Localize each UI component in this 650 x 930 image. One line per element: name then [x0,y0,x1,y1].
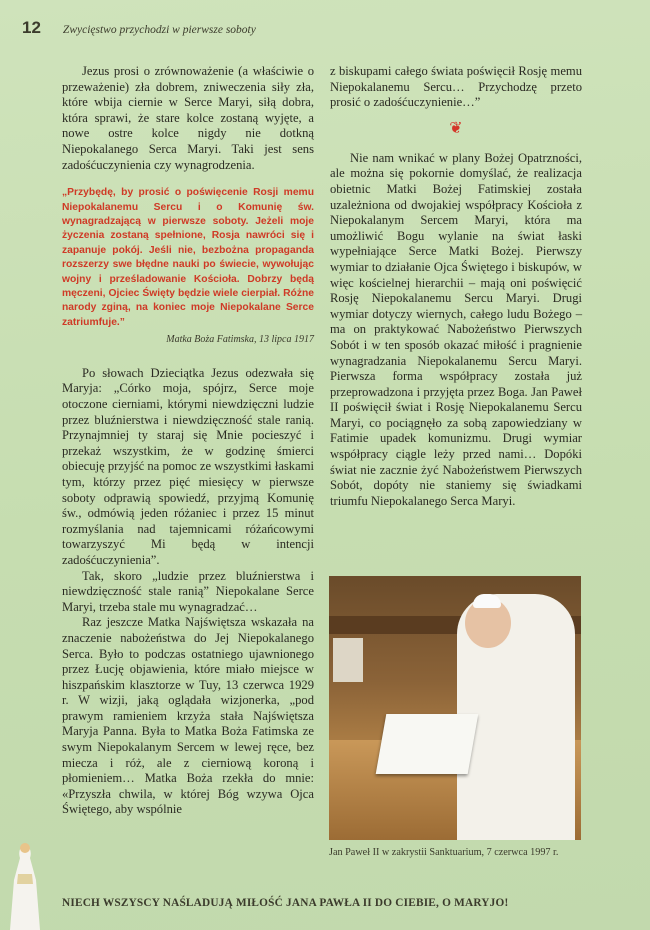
photo-caption: Jan Paweł II w zakrystii Sanktuarium, 7 czerwca 1997 r. [329,847,559,858]
quote-attribution: Matka Boża Fatimska, 13 lipca 1917 [166,334,314,346]
paragraph: Tak, skoro „ludzie przez bluźnierstwa i niewdzięczność stale ranią” Niepokalane Serce Maryi, trzeba stale mu wynagradzać… [62,568,314,614]
pope-signing-photo [329,576,581,840]
page-header [22,18,256,38]
fatima-quote: „Przybędę, by prosić o poświęcenie Rosji memu Niepokalanemu Sercu i o Komunię św. wynagradzającą w pierwsze soboty. Jeżeli moje życzenia zostaną spełnione, Rosja nawróci się i zapanuje pokój. Jeśli nie, bezbożna propaganda rozszerzy swe błędne nauki po świecie, wywołując wojny i prześladowanie Kościoła. Dobrzy będą męczeni, Ojciec Święty będzie wiele cierpiał. Różne narody zginą, na koniec moje Niepokalane Serce zatriumfuje.” [62,187,314,328]
paragraph: Po słowach Dzieciątka Jezus odezwała się Maryja: „Córko moja, spójrz, Serce moje otoczone cierniami, którymi niewdzięczni ludzie przez bluźnierstwa i niewdzięczność stale ranią. Przynajmniej ty staraj się Mnie pocieszyć i przekaż wszystkim, że w godzinę śmierci obiecuję przyjść na pomoc ze wszystkimi łaskami tym, którzy przez pięć miesięcy w pierwsze soboty odprawią spowiedź, przyjmą Komunię św., odmówią jeden różaniec i przez 15 minut rozmyślania nad tajemnicami różańcowymi towarzyszyć Mi będą w intencji zadośćuczynienia”. [62,365,314,567]
right-column [330,64,582,509]
paragraph: z biskupami całego świata poświęcił Rosję memu Niepokalanemu Sercu… Przychodzę przeto prosić o zadośćuczynienie…” [330,64,582,110]
photo-board [333,638,363,682]
left-column [62,64,314,818]
page-number: 12 [22,18,41,37]
paragraph: Raz jeszcze Matka Najświętsza wskazała na znaczenie nabożeństwa do Jej Niepokalanego Serca. Było to podczas ostatniego ujawnionego przez Łucję objawienia, które miało miejsce w hiszpańskim klasztorze w Tuy, 13 czerwca 1929 r. W wizji, jaką oglądała wizjonerka, „pod prawym ramieniem krzyża stała Najświętsza Maryja Panna. Była to Matka Boża Fatimska ze swym Niepokalanym Sercem w lewej ręce, bez miecza i róż, ale z cierniową koroną i płomieniem… Matka Boża rzekła do mnie: «Przyszła chwila, w której Bóg wzywa Ojca Świętego, aby wspólnie [62,615,314,817]
paragraph: Nie nam wnikać w plany Bożej Opatrzności, ale można się pokornie domyślać, że realizacja obietnic Matki Bożej Fatimskiej została uzależniona od dwojakiej współpracy Kościoła z Niepokalanym Sercem Maryi, która ma umożliwić Bogu wylanie na świat łaski wypełniające Serce Matki Bożej. Pierwszy wymiar to działanie Ojca Świętego i biskupów, w więc kościelnej hierarchii – mają oni poświęcić Rosję Niepokalanemu Sercu Maryi. Drugi wymiar dotyczy wiernych, całego ludu Bożego – ma on praktykować Nabożeństwo Pierwszych Sobót i w ten sposób okazać miłość i pragnienie wynagradzania Niepokalanemu Sercu Maryi. Pierwsza forma współpracy została już przeprowadzona i przyjęta przez Boga. Jan Paweł II poświęcił świat i Rosję Niepokalanemu Sercu Maryi, co pociągnęło za sobą zapowiedziany w Fatimie upadek komunizmu. Drugi wymiar współpracy ciągle leży przed nami… Dopóki świat nie zacznie żyć Nabożeństwem Pierwszych Sobót, dopóty nie staniemy się świadkami triumfu Niepokalanego Serca Maryi. [330,150,582,508]
photo-cap [473,594,501,608]
photo-book [376,714,479,774]
heart-ornament-icon: ❦ [449,119,463,137]
madonna-statuette-icon [6,840,44,930]
paragraph: Jezus prosi o zrównoważenie (a właściwie o przeważenie) zła dobrem, zniweczenia siły zła, które wbija ciernie w Serce Maryi, siłą dobra, która sprawi, że stare kolce zostaną wyjęte, a nowe ostre kolce nigdy nie dotkną Niepokalanego Serca Maryi. Taki jest sens zadośćuczynienia czy wynagrodzenia. [62,64,314,172]
running-title: Zwycięstwo przychodzi w pierwsze soboty [62,24,256,36]
footer-slogan: NIECH WSZYSCY NAŚLADUJĄ MIŁOŚĆ JANA PAWŁA II DO CIEBIE, O MARYJO! [62,897,509,909]
